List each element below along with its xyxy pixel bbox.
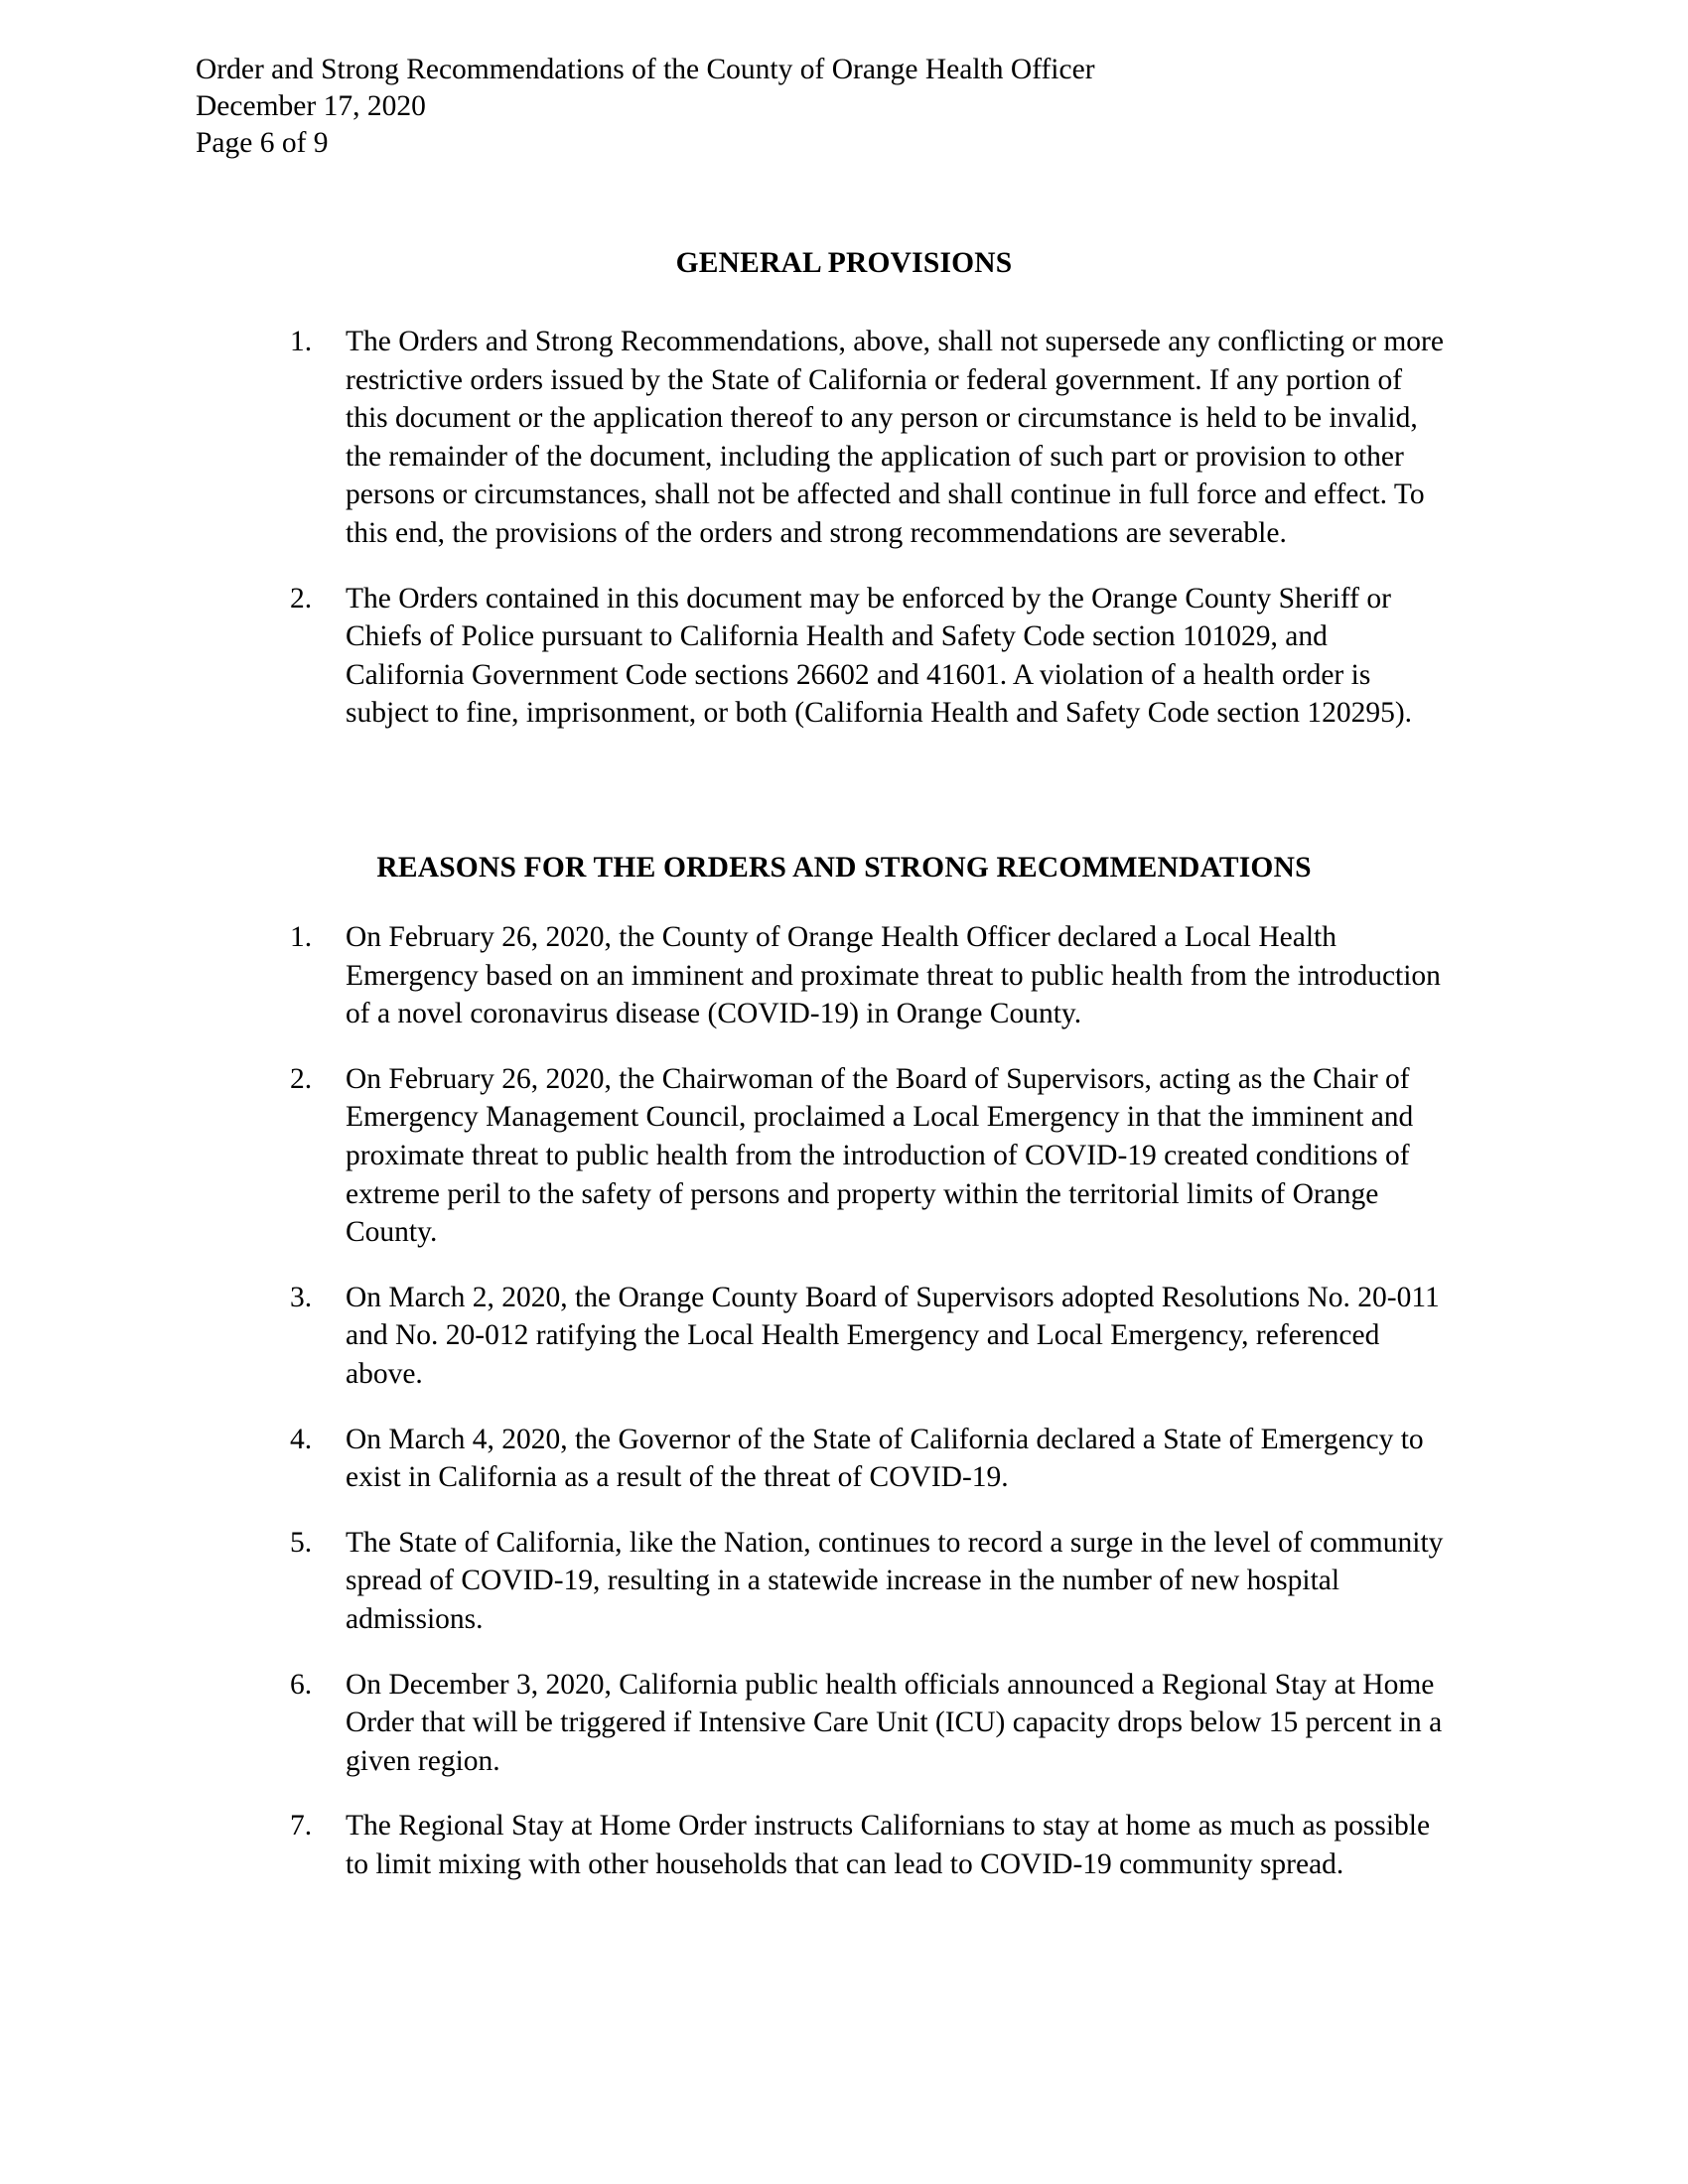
section-heading-reasons: REASONS FOR THE ORDERS AND STRONG RECOMMENDATIONS [376, 852, 1312, 884]
list-item-text: The Orders contained in this document may be enforced by the Orange County Sheriff or Chiefs of Police pursuant to California Health and Safety Code section 101029, and California Government Code sections 26602 and 41601. A violation of a health order is subject to fine, imprisonment, or both (California Health and Safety Code section 120295). [346, 582, 1413, 730]
list-item-number: 1. [290, 921, 313, 953]
list-item [0, 1421, 1688, 1497]
list-item-number: 2. [290, 1062, 313, 1095]
header-page-number-line: Page 6 of 9 [196, 127, 329, 159]
page-header [196, 52, 1387, 162]
list-item-text: The Orders and Strong Recommendations, above, shall not supersede any conflicting or more restrictive orders issued by the State of California or federal government. If any portion of this document or the application thereof to any person or circumstance is held to be invalid, the remainder of the document, including the application of such part or provision to other persons or circumstances, shall not be affected and shall continue in full force and effect. To this end, the provisions of the orders and strong recommendations are severable. [346, 326, 1444, 549]
list-item-number: 3. [290, 1281, 313, 1313]
list-item [0, 918, 1688, 1033]
list-item [0, 1807, 1688, 1883]
list-item-number: 2. [290, 582, 313, 614]
list-item-text: On December 3, 2020, California public health officials announced a Regional Stay at Home Order that will be triggered if Intensive Care Unit (ICU) capacity drops below 15 percent in a given region. [346, 1668, 1443, 1777]
list-item-text: On February 26, 2020, the Chairwoman of the Board of Supervisors, acting as the Chair of Emergency Management Council, proclaimed a Local Emergency in that the imminent and proximate threat to public health from the introduction of COVID-19 created conditions of extreme peril to the safety of persons and property within the territorial limits of Orange County. [346, 1062, 1414, 1249]
list-item-number: 7. [290, 1810, 313, 1843]
header-title-line: Order and Strong Recommendations of the County of Orange Health Officer [196, 54, 1095, 85]
list-item-number: 4. [290, 1423, 313, 1455]
list-item [0, 1524, 1688, 1639]
list-item [0, 1279, 1688, 1394]
general-provisions-list [0, 323, 1688, 733]
list-item-text: On February 26, 2020, the County of Orange Health Officer declared a Local Health Emergency based on an imminent and proximate threat to public health from the introduction of a novel coronavirus disease (COVID-19) in Orange County. [346, 921, 1441, 1030]
list-item-number: 6. [290, 1668, 313, 1701]
list-item [0, 323, 1688, 553]
list-item [0, 580, 1688, 733]
list-item-text: On March 2, 2020, the Orange County Board of Supervisors adopted Resolutions No. 20-011 and No. 20-012 ratifying the Local Health Emergency and Local Emergency, referenced above. [346, 1281, 1440, 1390]
list-item-text: The Regional Stay at Home Order instructs Californians to stay at home as much as possible to limit mixing with other households that can lead to COVID-19 community spread. [346, 1810, 1431, 1880]
list-item [0, 1666, 1688, 1781]
list-item-text: The State of California, like the Nation, continues to record a surge in the level of community spread of COVID-19, resulting in a statewide increase in the number of new hospital admissions. [346, 1526, 1444, 1635]
list-item [0, 1060, 1688, 1252]
list-item-text: On March 4, 2020, the Governor of the State of California declared a State of Emergency to exist in California as a result of the threat of COVID-19. [346, 1423, 1424, 1494]
list-item-number: 1. [290, 326, 313, 357]
list-item-number: 5. [290, 1526, 313, 1559]
section-heading-general-provisions: GENERAL PROVISIONS [675, 247, 1013, 279]
header-date-line: December 17, 2020 [196, 90, 426, 122]
reasons-list [0, 918, 1688, 1883]
